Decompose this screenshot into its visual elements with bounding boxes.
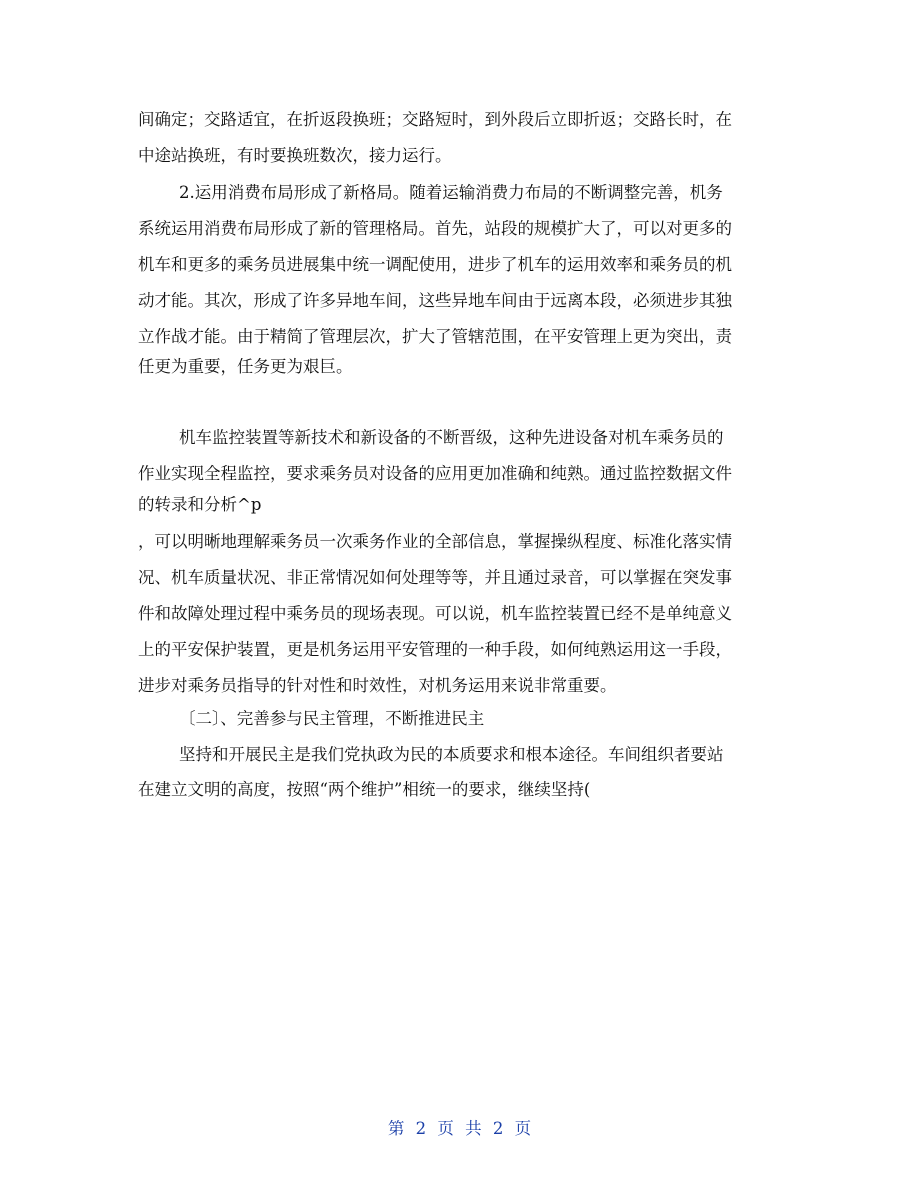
footer-total-unit: 页 bbox=[514, 1119, 533, 1138]
footer-page-label: 第 bbox=[387, 1119, 406, 1138]
body-text-line: 系统运用消费布局形成了新的管理格局。首先，站段的规模扩大了，可以对更多的 bbox=[138, 219, 732, 238]
body-text-line: 任更为重要，任务更为艰巨。 bbox=[138, 357, 353, 376]
footer-page-current: 2 bbox=[415, 1119, 428, 1138]
body-text-line: 的转录和分析^p bbox=[138, 495, 262, 514]
body-text-line: 件和故障处理过程中乘务员的现场表现。可以说，机车监控装置已经不是单纯意义 bbox=[138, 604, 732, 623]
body-text-line: 动才能。其次，形成了许多异地车间，这些异地车间由于远离本段，必须进步其独 bbox=[138, 291, 732, 310]
body-text-line: 机车监控装置等新技术和新设备的不断晋级，这种先进设备对机车乘务员的 bbox=[179, 428, 724, 447]
body-text-line: 作业实现全程监控，要求乘务员对设备的应用更加准确和纯熟。通过监控数据文件 bbox=[138, 464, 732, 483]
footer-page-unit: 页 bbox=[437, 1119, 455, 1138]
footer-total-label: 共 bbox=[465, 1119, 483, 1138]
body-text-line: 机车和更多的乘务员进展集中统一调配使用，进步了机车的运用效率和乘务员的机 bbox=[138, 255, 732, 274]
body-text-line: 在建立文明的高度，按照“两个维护”相统一的要求，继续坚持( bbox=[138, 780, 591, 799]
page-footer bbox=[0, 1115, 920, 1139]
body-text-line: 进步对乘务员指导的针对性和时效性，对机务运用来说非常重要。 bbox=[138, 676, 617, 695]
section-heading: 〔二〕、完善参与民主管理，不断推进民主 bbox=[179, 709, 485, 728]
body-text-line: 中途站换班，有时要换班数次，接力运行。 bbox=[138, 146, 452, 165]
body-text-line: 上的平安保护装置，更是机务运用平安管理的一种手段，如何纯熟运用这一手段， bbox=[138, 640, 732, 659]
body-text-line: 坚持和开展民主是我们党执政为民的本质要求和根本途径。车间组织者要站 bbox=[179, 745, 724, 764]
body-text-line: 2.运用消费布局形成了新格局。随着运输消费力布局的不断调整完善，机务 bbox=[179, 183, 723, 202]
body-text-line: 立作战才能。由于精简了管理层次，扩大了管辖范围，在平安管理上更为突出，责 bbox=[138, 327, 732, 346]
body-text-line: 况、机车质量状况、非正常情况如何处理等等，并且通过录音，可以掌握在突发事 bbox=[138, 568, 732, 587]
body-text-line: ，可以明晰地理解乘务员一次乘务作业的全部信息，掌握操纵程度、标准化落实情 bbox=[138, 532, 732, 551]
body-text-line: 间确定；交路适宜，在折返段换班；交路短时，到外段后立即折返；交路长时，在 bbox=[138, 110, 732, 129]
footer-page-total: 2 bbox=[492, 1119, 505, 1138]
